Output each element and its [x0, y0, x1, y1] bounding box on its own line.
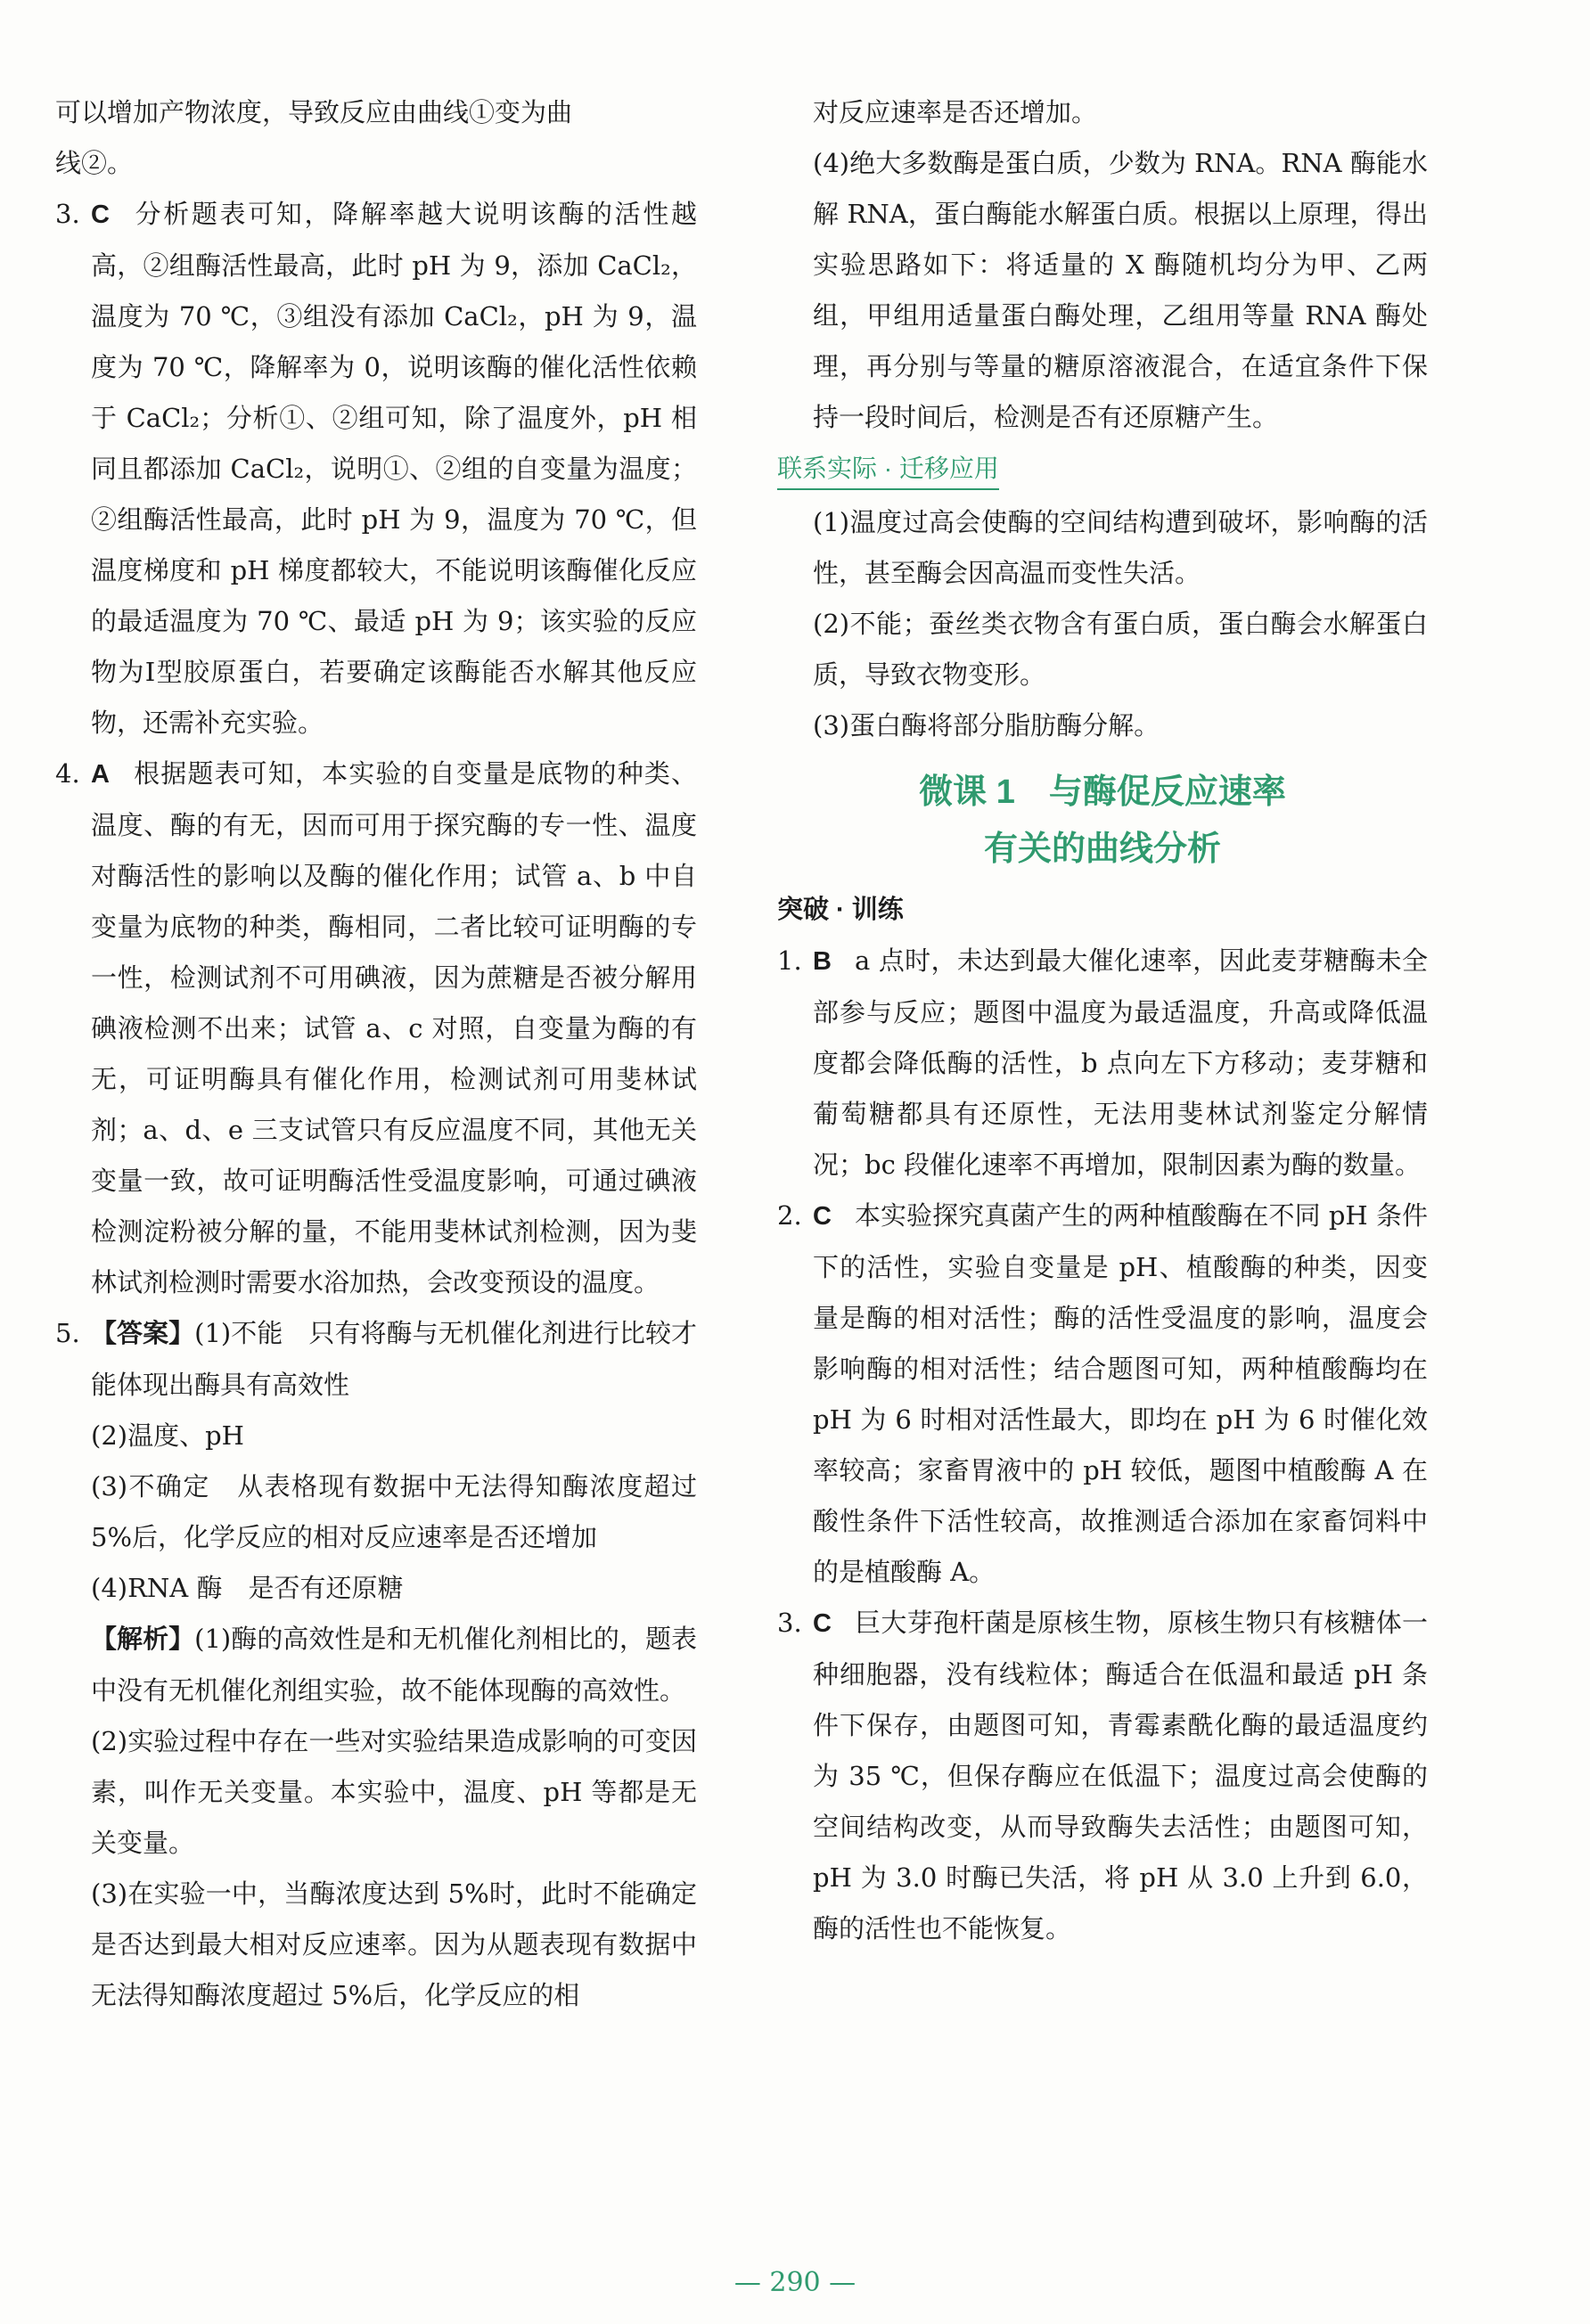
- answer-tag: 【答案】: [91, 1320, 195, 1348]
- question-4: [55, 749, 697, 1308]
- training-question-1: [777, 936, 1428, 1191]
- micro-lesson-title: [777, 764, 1428, 878]
- micro-lesson-title-line-1: 微课 1 与酶促反应速率: [919, 773, 1286, 811]
- analysis-part-1-text: (1)酶的高效性是和无机催化剂相比的，题表中没有无机催化剂组实验，故不能体现酶的高效性。: [91, 1624, 697, 1706]
- continued-text-line-2: 线②。: [55, 148, 134, 178]
- question-3-number: 3.: [55, 199, 80, 229]
- micro-lesson-title-line-2: 有关的曲线分析: [983, 831, 1221, 868]
- breakthrough-heading: 突破 · 训练: [777, 896, 904, 924]
- training-question-3-explanation: 巨大芽孢杆菌是原核生物，原核生物只有核糖体一种细胞器，没有线粒体；酶适合在低温和最适 pH 条件下保存，由题图可知，青霉素酰化酶的最适温度约为 35 ℃，但保存酶应在低温下；温度过高会使酶的空间结构改变，从而导致酶失去活性；由题图可知，pH 为 3.0 时酶已失活，将 pH 从 3.0 上升到 6.0，酶的活性也不能恢复。: [813, 1608, 1428, 1943]
- question-3-explanation: 分析题表可知，降解率越大说明该酶的活性越高，②组酶活性最高，此时 pH 为 9，添加 CaCl₂，温度为 70 ℃，③组没有添加 CaCl₂，pH 为 9，温度为 70 ℃，降解率为 0，说明该酶的催化活性依赖于 CaCl₂；分析①、②组可知，除了温度外，pH 相同且都添加 CaCl₂，说明①、②组的自变量为温度；②组酶活性最高，此时 pH 为 9，温度为 70 ℃，但温度梯度和 pH 梯度都较大，不能说明该酶催化反应的最适温度为 70 ℃、最适 pH 为 9；该实验的反应物为Ⅰ型胶原蛋白，若要确定该酶能否水解其他反应物，还需补充实验。: [91, 199, 697, 738]
- analysis-part-1: [55, 1614, 697, 1716]
- analysis-part-3: (3)在实验一中，当酶浓度达到 5%时，此时不能确定是否达到最大相对反应速率。因为从题表现有数据中无法得知酶浓度超过 5%后，化学反应的相: [91, 1878, 697, 2010]
- continued-analysis: 对反应速率是否还增加。: [813, 97, 1098, 127]
- question-4-explanation: 根据题表可知，本实验的自变量是底物的种类、温度、酶的有无，因而可用于探究酶的专一性、温度对酶活性的影响以及酶的催化作用；试管 a、b 中自变量为底物的种类，酶相同，二者比较可证明酶的专一性，检测试剂不可用碘液，因为蔗糖是否被分解用碘液检测不出来；试管 a、c 对照，自变量为酶的有无，可证明酶具有催化作用，检测试剂可用斐林试剂；a、d、e 三支试管只有反应温度不同，其他无关变量一致，故可证明酶活性受温度影响，可通过碘液检测淀粉被分解的量，不能用斐林试剂检测，因为斐林试剂检测时需要水浴加热，会改变预设的温度。: [91, 758, 697, 1297]
- apply-answer-2: (2)不能；蚕丝类衣物含有蛋白质，蛋白酶会水解蛋白质，导致衣物变形。: [813, 609, 1428, 690]
- training-question-3: [777, 1598, 1428, 1954]
- analysis-part-2: (2)实验过程中存在一些对实验结果造成影响的可变因素，叫作无关变量。本实验中，温度、pH 等都是无关变量。: [91, 1726, 697, 1858]
- training-question-2-explanation: 本实验探究真菌产生的两种植酸酶在不同 pH 条件下的活性，实验自变量是 pH、植酸酶的种类，因变量是酶的相对活性；酶的活性受温度的影响，温度会影响酶的相对活性；结合题图可知，两种植酸酶均在 pH 为 6 时相对活性最大，即均在 pH 为 6 时催化效率较高；家畜胃液中的 pH 较低，题图中植酸酶 A 在酸性条件下活性较高，故推测适合添加在家畜饲料中的是植酸酶 A。: [813, 1200, 1428, 1587]
- page-number: — 290 —: [734, 2267, 856, 2298]
- question-3: [55, 189, 697, 749]
- question-3-answer: C: [91, 200, 110, 229]
- apply-answer-1: (1)温度过高会使酶的空间结构遭到破坏，影响酶的活性，甚至酶会因高温而变性失活。: [813, 507, 1428, 588]
- left-column: [55, 87, 697, 2021]
- training-question-2-number: 2.: [777, 1200, 802, 1231]
- training-question-1-number: 1.: [777, 945, 802, 976]
- training-question-2-answer: C: [813, 1202, 832, 1231]
- section-label-apply: [777, 443, 1428, 497]
- section-label-text: 联系实际 · 迁移应用: [777, 449, 999, 490]
- training-question-3-number: 3.: [777, 1608, 802, 1638]
- training-question-3-answer: C: [813, 1609, 832, 1638]
- question-4-number: 4.: [55, 758, 80, 789]
- right-column: [777, 87, 1428, 1954]
- question-4-answer: A: [91, 760, 110, 789]
- analysis-part-4: (4)绝大多数酶是蛋白质，少数为 RNA。RNA 酶能水解 RNA，蛋白酶能水解蛋白质。根据以上原理，得出实验思路如下：将适量的 X 酶随机均分为甲、乙两组，甲组用适量蛋白酶处理，乙组用等量 RNA 酶处理，再分别与等量的糖原溶液混合，在适宜条件下保持一段时间后，检测是否有还原糖产生。: [813, 148, 1428, 432]
- question-5: [55, 1308, 697, 1411]
- answer-part-4: (4)RNA 酶 是否有还原糖: [91, 1573, 404, 1603]
- training-question-1-explanation: a 点时，未达到最大催化速率，因此麦芽糖酶未全部参与反应；题图中温度为最适温度，升高或降低温度都会降低酶的活性，b 点向左下方移动；麦芽糖和葡萄糖都具有还原性，无法用斐林试剂鉴定分解情况；bc 段催化速率不再增加，限制因素为酶的数量。: [813, 945, 1428, 1180]
- answer-part-3: (3)不确定 从表格现有数据中无法得知酶浓度超过 5%后，化学反应的相对反应速率是否还增加: [91, 1471, 697, 1552]
- question-5-number: 5.: [55, 1318, 80, 1348]
- answer-part-2: (2)温度、pH: [91, 1420, 244, 1451]
- apply-answer-3: (3)蛋白酶将部分脂肪酶分解。: [813, 710, 1160, 741]
- continued-text-line-1: 可以增加产物浓度，导致反应由曲线①变为曲: [55, 97, 573, 127]
- training-question-1-answer: B: [813, 947, 832, 976]
- training-question-2: [777, 1191, 1428, 1598]
- analysis-tag: 【解析】: [91, 1625, 195, 1654]
- answer-part-1: (1)不能 只有将酶与无机催化剂进行比较才能体现出酶具有高效性: [91, 1318, 697, 1400]
